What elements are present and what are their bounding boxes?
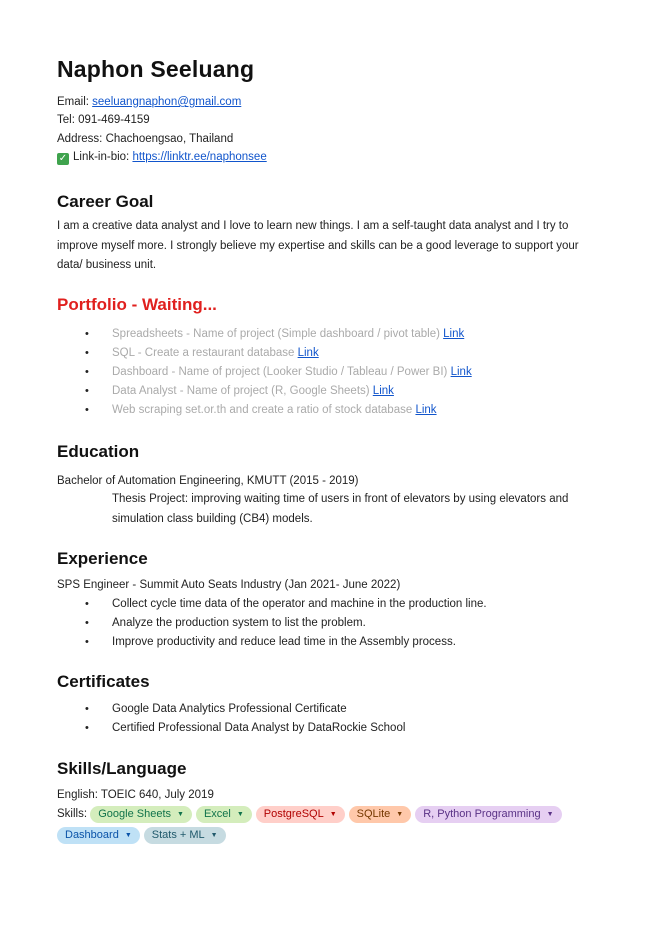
thesis-text: Thesis Project: improving waiting time of users in front of elevators by using elevators and simulation class building (CB4) models. [112,493,569,525]
skill-chip[interactable]: PostgreSQL ▼ [256,806,345,823]
portfolio-link[interactable]: Link [372,385,394,397]
portfolio-item: • SQL - Create a restaurant database Link [57,344,472,363]
skill-chip[interactable]: Dashboard ▼ [57,827,140,844]
experience-item: • Improve productivity and reduce lead time in the Assembly process. [57,633,487,652]
portfolio-item: • Data Analyst - Name of project (R, Google Sheets) Link [57,382,472,401]
dropdown-arrow-icon: ▼ [124,832,132,839]
portfolio-item: • Spreadsheets - Name of project (Simple dashboard / pivot table) Link [57,325,472,344]
skills-label: Skills: [57,808,88,820]
education-degree: Bachelor of Automation Engineering, KMUTT (2015 - 2019) [57,475,359,487]
career-goal-text: I am a creative data analyst and I love to learn new things. I am a self-taught data analyst and I try to improve myself more. I strongly believe my expertise and skills can be a good leverage to support your data/ business unit. [57,220,579,271]
english-line: English: TOEIC 640, July 2019 [57,789,214,801]
email-label: Email: [57,96,89,108]
skills-chip-row-2 [57,827,230,844]
experience-role: SPS Engineer - Summit Auto Seats Industry (Jan 2021- June 2022) [57,579,401,591]
link-in-bio-line [57,150,267,165]
portfolio-item: • Dashboard - Name of project (Looker Studio / Tableau / Power BI) Link [57,363,472,382]
portfolio-list [57,325,472,420]
portfolio-link[interactable]: Link [450,366,472,378]
check-icon: ✓ [58,153,68,164]
skill-chip[interactable]: R, Python Programming ▼ [415,806,561,823]
experience-list [57,595,487,652]
portfolio-link[interactable]: Link [415,404,437,416]
dropdown-arrow-icon: ▼ [236,811,244,818]
certificate-item: • Google Data Analytics Professional Certificate [57,700,405,719]
experience-item: • Collect cycle time data of the operator and machine in the production line. [57,595,487,614]
dropdown-arrow-icon: ▼ [546,811,554,818]
skills-chip-row-1 [57,806,566,823]
resume-name: Naphon Seeluang [57,56,255,82]
portfolio-item: • Web scraping set.or.th and create a ratio of stock database Link [57,401,472,420]
address-line: Address: Chachoengsao, Thailand [57,133,234,145]
experience-item: • Analyze the production system to list the problem. [57,614,487,633]
link-in-bio-link[interactable]: https://linktr.ee/naphonsee [132,151,267,163]
education-heading: Education [57,442,140,461]
portfolio-link[interactable]: Link [297,347,319,359]
portfolio-link[interactable]: Link [443,328,465,340]
email-line [57,95,241,109]
email-link[interactable]: seeluangnaphon@gmail.com [92,96,242,108]
dropdown-arrow-icon: ▼ [329,811,337,818]
career-goal-heading: Career Goal [57,192,154,211]
certificate-item: • Certified Professional Data Analyst by DataRockie School [57,719,405,738]
skills-heading: Skills/Language [57,759,187,778]
skill-chip[interactable]: Stats + ML ▼ [144,827,226,844]
skill-chip[interactable]: SQLite ▼ [349,806,412,823]
certificates-list [57,700,405,738]
skill-chip[interactable]: Google Sheets ▼ [90,806,192,823]
dropdown-arrow-icon: ▼ [396,811,404,818]
dropdown-arrow-icon: ▼ [177,811,184,818]
tel-line: Tel: 091-469-4159 [57,114,150,126]
experience-heading: Experience [57,549,148,568]
link-in-bio-label: Link-in-bio: [73,151,130,163]
skill-chip[interactable]: Excel ▼ [196,806,252,823]
portfolio-heading: Portfolio - Waiting... [57,295,217,314]
dropdown-arrow-icon: ▼ [210,832,218,839]
certificates-heading: Certificates [57,672,150,691]
